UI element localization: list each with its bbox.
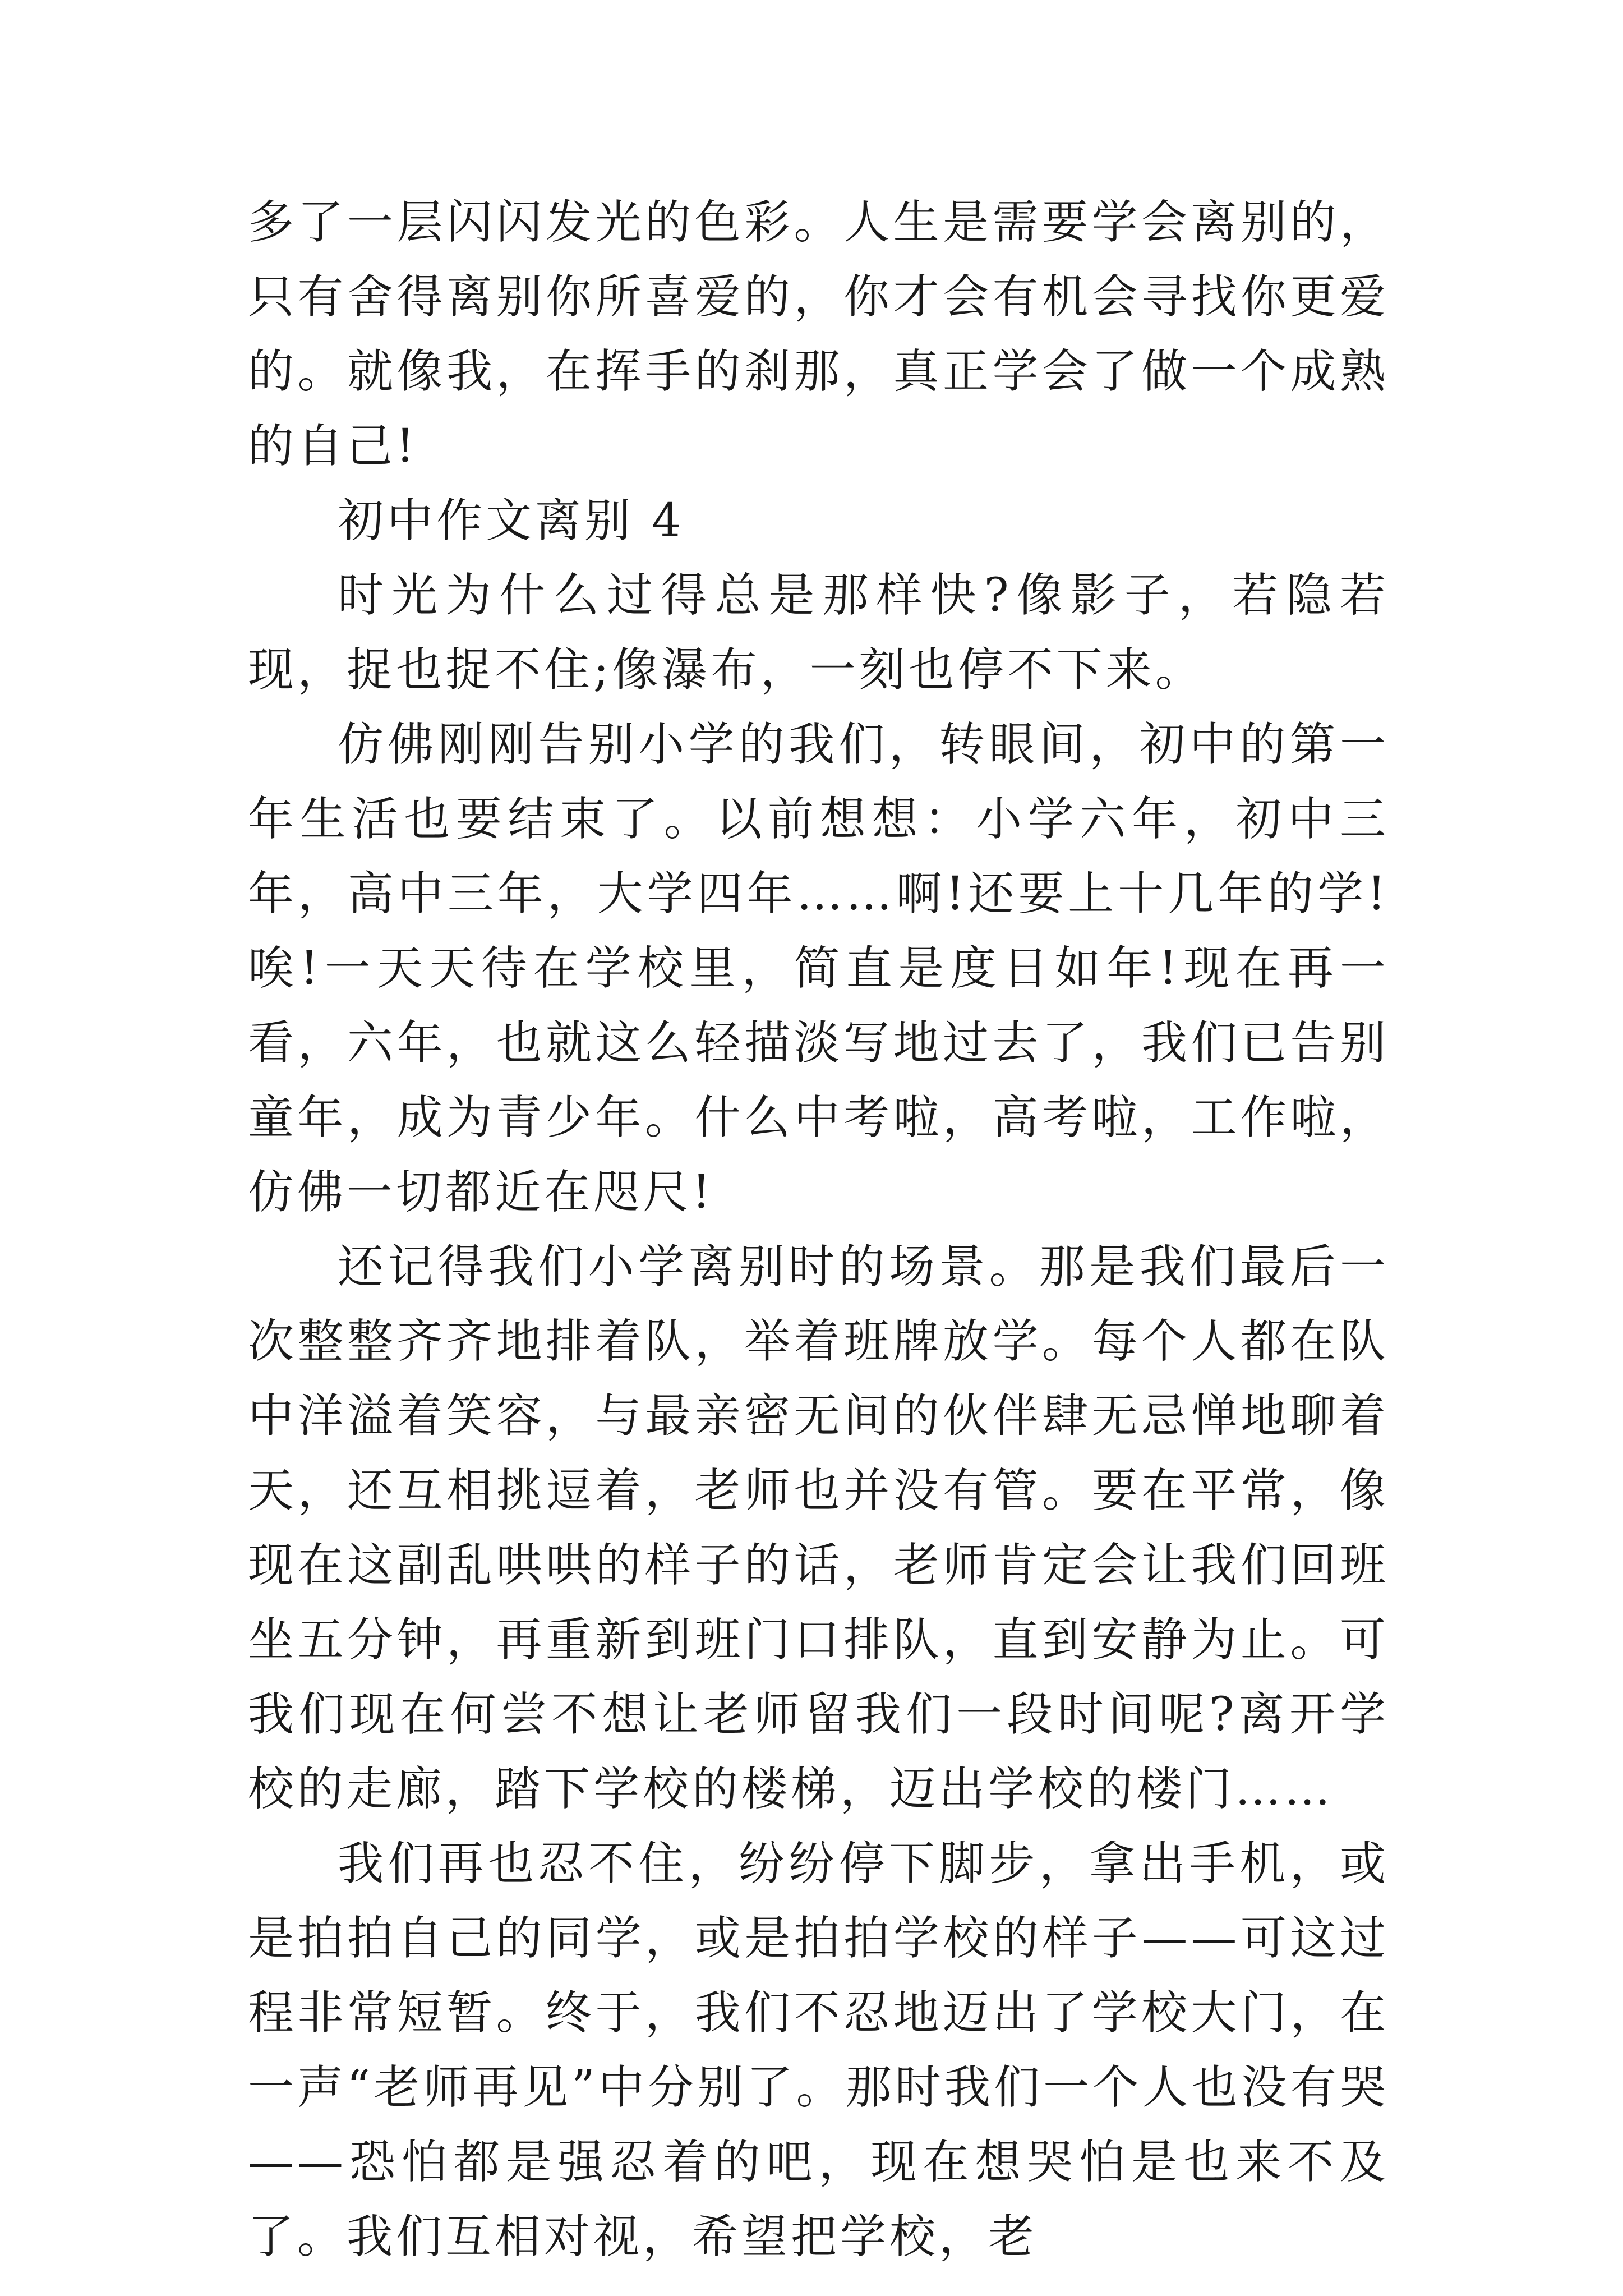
document-body xyxy=(248,185,1389,2274)
paragraph-3: 仿佛刚刚告别小学的我们，转眼间，初中的第一年生活也要结束了。以前想想：小学六年，初中三年，高中三年，大学四年……啊!还要上十几年的学!唉!一天天待在学校里，简直是度日如年!现在再一看，六年，也就这么轻描淡写地过去了，我们已告别童年，成为青少年。什么中考啦，高考啦，工作啦，仿佛一切都近在咫尺! xyxy=(248,718,1389,1219)
section-heading: 初中作文离别 4 xyxy=(338,494,685,547)
paragraph-4: 还记得我们小学离别时的场景。那是我们最后一次整整齐齐地排着队，举着班牌放学。每个人都在队中洋溢着笑容，与最亲密无间的伙伴肆无忌惮地聊着天，还互相挑逗着，老师也并没有管。要在平常，像现在这副乱哄哄的样子的话，老师肯定会让我们回班坐五分钟，再重新到班门口排队，直到安静为止。可我们现在何尝不想让老师留我们一段时间呢?离开学校的走廊，踏下学校的楼梯，迈出学校的楼门…… xyxy=(248,1240,1389,1816)
paragraph-5: 我们再也忍不住，纷纷停下脚步，拿出手机，或是拍拍自己的同学，或是拍拍学校的样子——可这过程非常短暂。终于，我们不忍地迈出了学校大门，在一声“老师再见”中分别了。那时我们一个人也没有哭——恐怕都是强忍着的吧，现在想哭怕是也来不及了。我们互相对视，希望把学校，老 xyxy=(248,1837,1389,2263)
paragraph-1: 多了一层闪闪发光的色彩。人生是需要学会离别的，只有舍得离别你所喜爱的，你才会有机会寻找你更爱的。就像我，在挥手的刹那，真正学会了做一个成熟的自己! xyxy=(248,196,1389,473)
paragraph-2: 时光为什么过得总是那样快?像影子，若隐若现，捉也捉不住;像瀑布，一刻也停不下来。 xyxy=(248,569,1389,697)
